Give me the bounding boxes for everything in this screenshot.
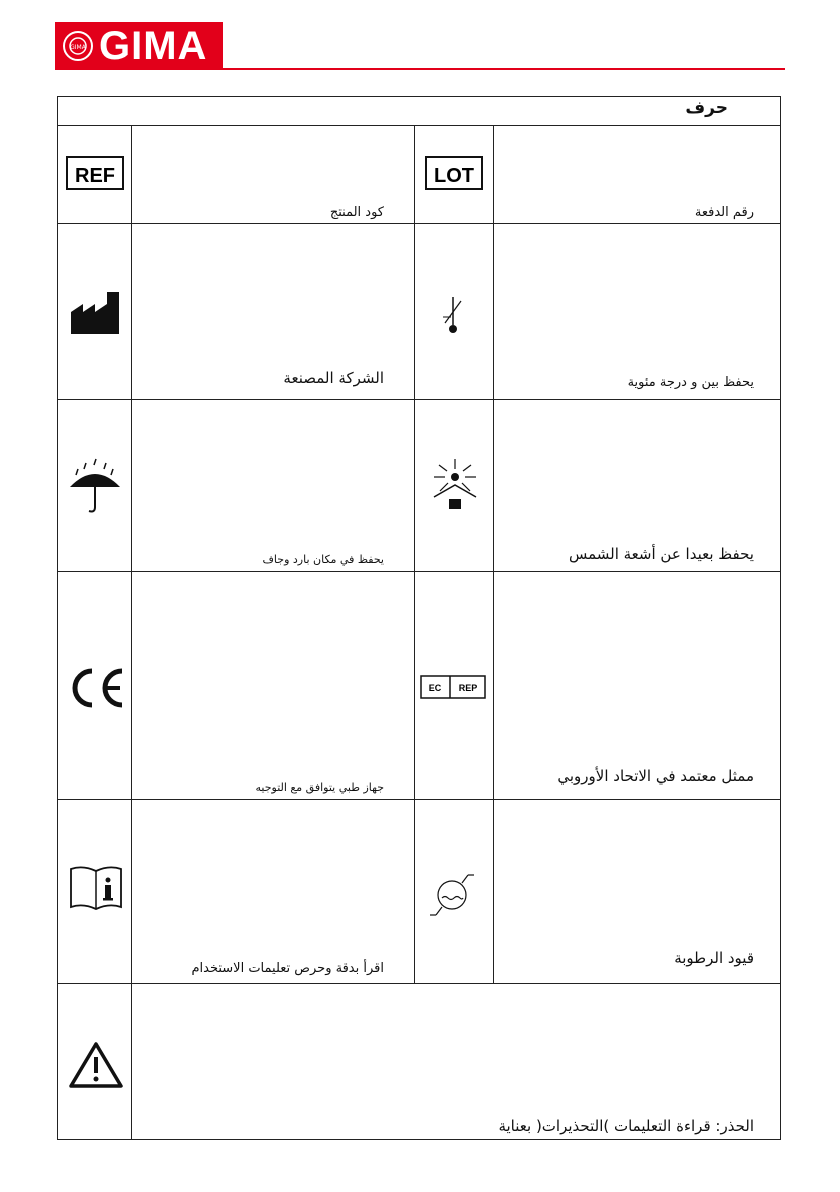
lot-icon [424,155,484,191]
keep-away-sunlight-label: يحفظ بعيدا عن أشعة الشمس [568,545,754,563]
table-header: حرف [685,98,728,118]
manufacturer-label: الشركة المصنعة [283,369,384,387]
manufacturer-icon [68,287,124,337]
ce-mark-icon [66,667,126,709]
symbols-table [57,96,781,1140]
gima-seal-icon [63,31,93,61]
svg-text:GIMA: GIMA [70,44,86,51]
warning-icon [68,1041,124,1089]
product-code-label: كود المنتج [329,205,384,220]
header-rule [55,68,785,70]
humidity-limit-icon [428,871,478,921]
keep-dry-icon [66,455,124,515]
ce-mark-label: جهاز طبي يتوافق مع التوجيه [255,781,384,794]
consult-instructions-icon [68,865,124,911]
batch-number-label: رقم الدفعة [694,205,754,220]
temperature-range-label: يحفظ بين و درجة مئوية [627,375,754,390]
rep-text: REP [458,683,478,693]
read-instructions-label: اقرأ بدقة وحرص تعليمات الاستخدام [191,961,384,976]
gima-logo [55,22,223,70]
humidity-limit-label: قيود الرطوبة [674,949,754,967]
temperature-limit-icon [440,293,468,337]
lot-icon-text: LOT [434,165,474,187]
keep-cool-dry-label: يحفظ في مكان بارد وجاف [262,553,384,566]
brand-name: GIMA [99,24,208,68]
ec-text: EC [428,683,442,693]
ec-rep-icon [420,675,486,699]
ref-icon [65,155,125,191]
ref-icon-text: REF [75,165,115,187]
keep-away-sunlight-icon [426,455,484,513]
eu-representative-label: ممثل معتمد في الاتحاد الأوروبي [557,767,754,785]
caution-label: الحذر: قراءة التعليمات )التحذيرات( بعناية [498,1117,754,1135]
